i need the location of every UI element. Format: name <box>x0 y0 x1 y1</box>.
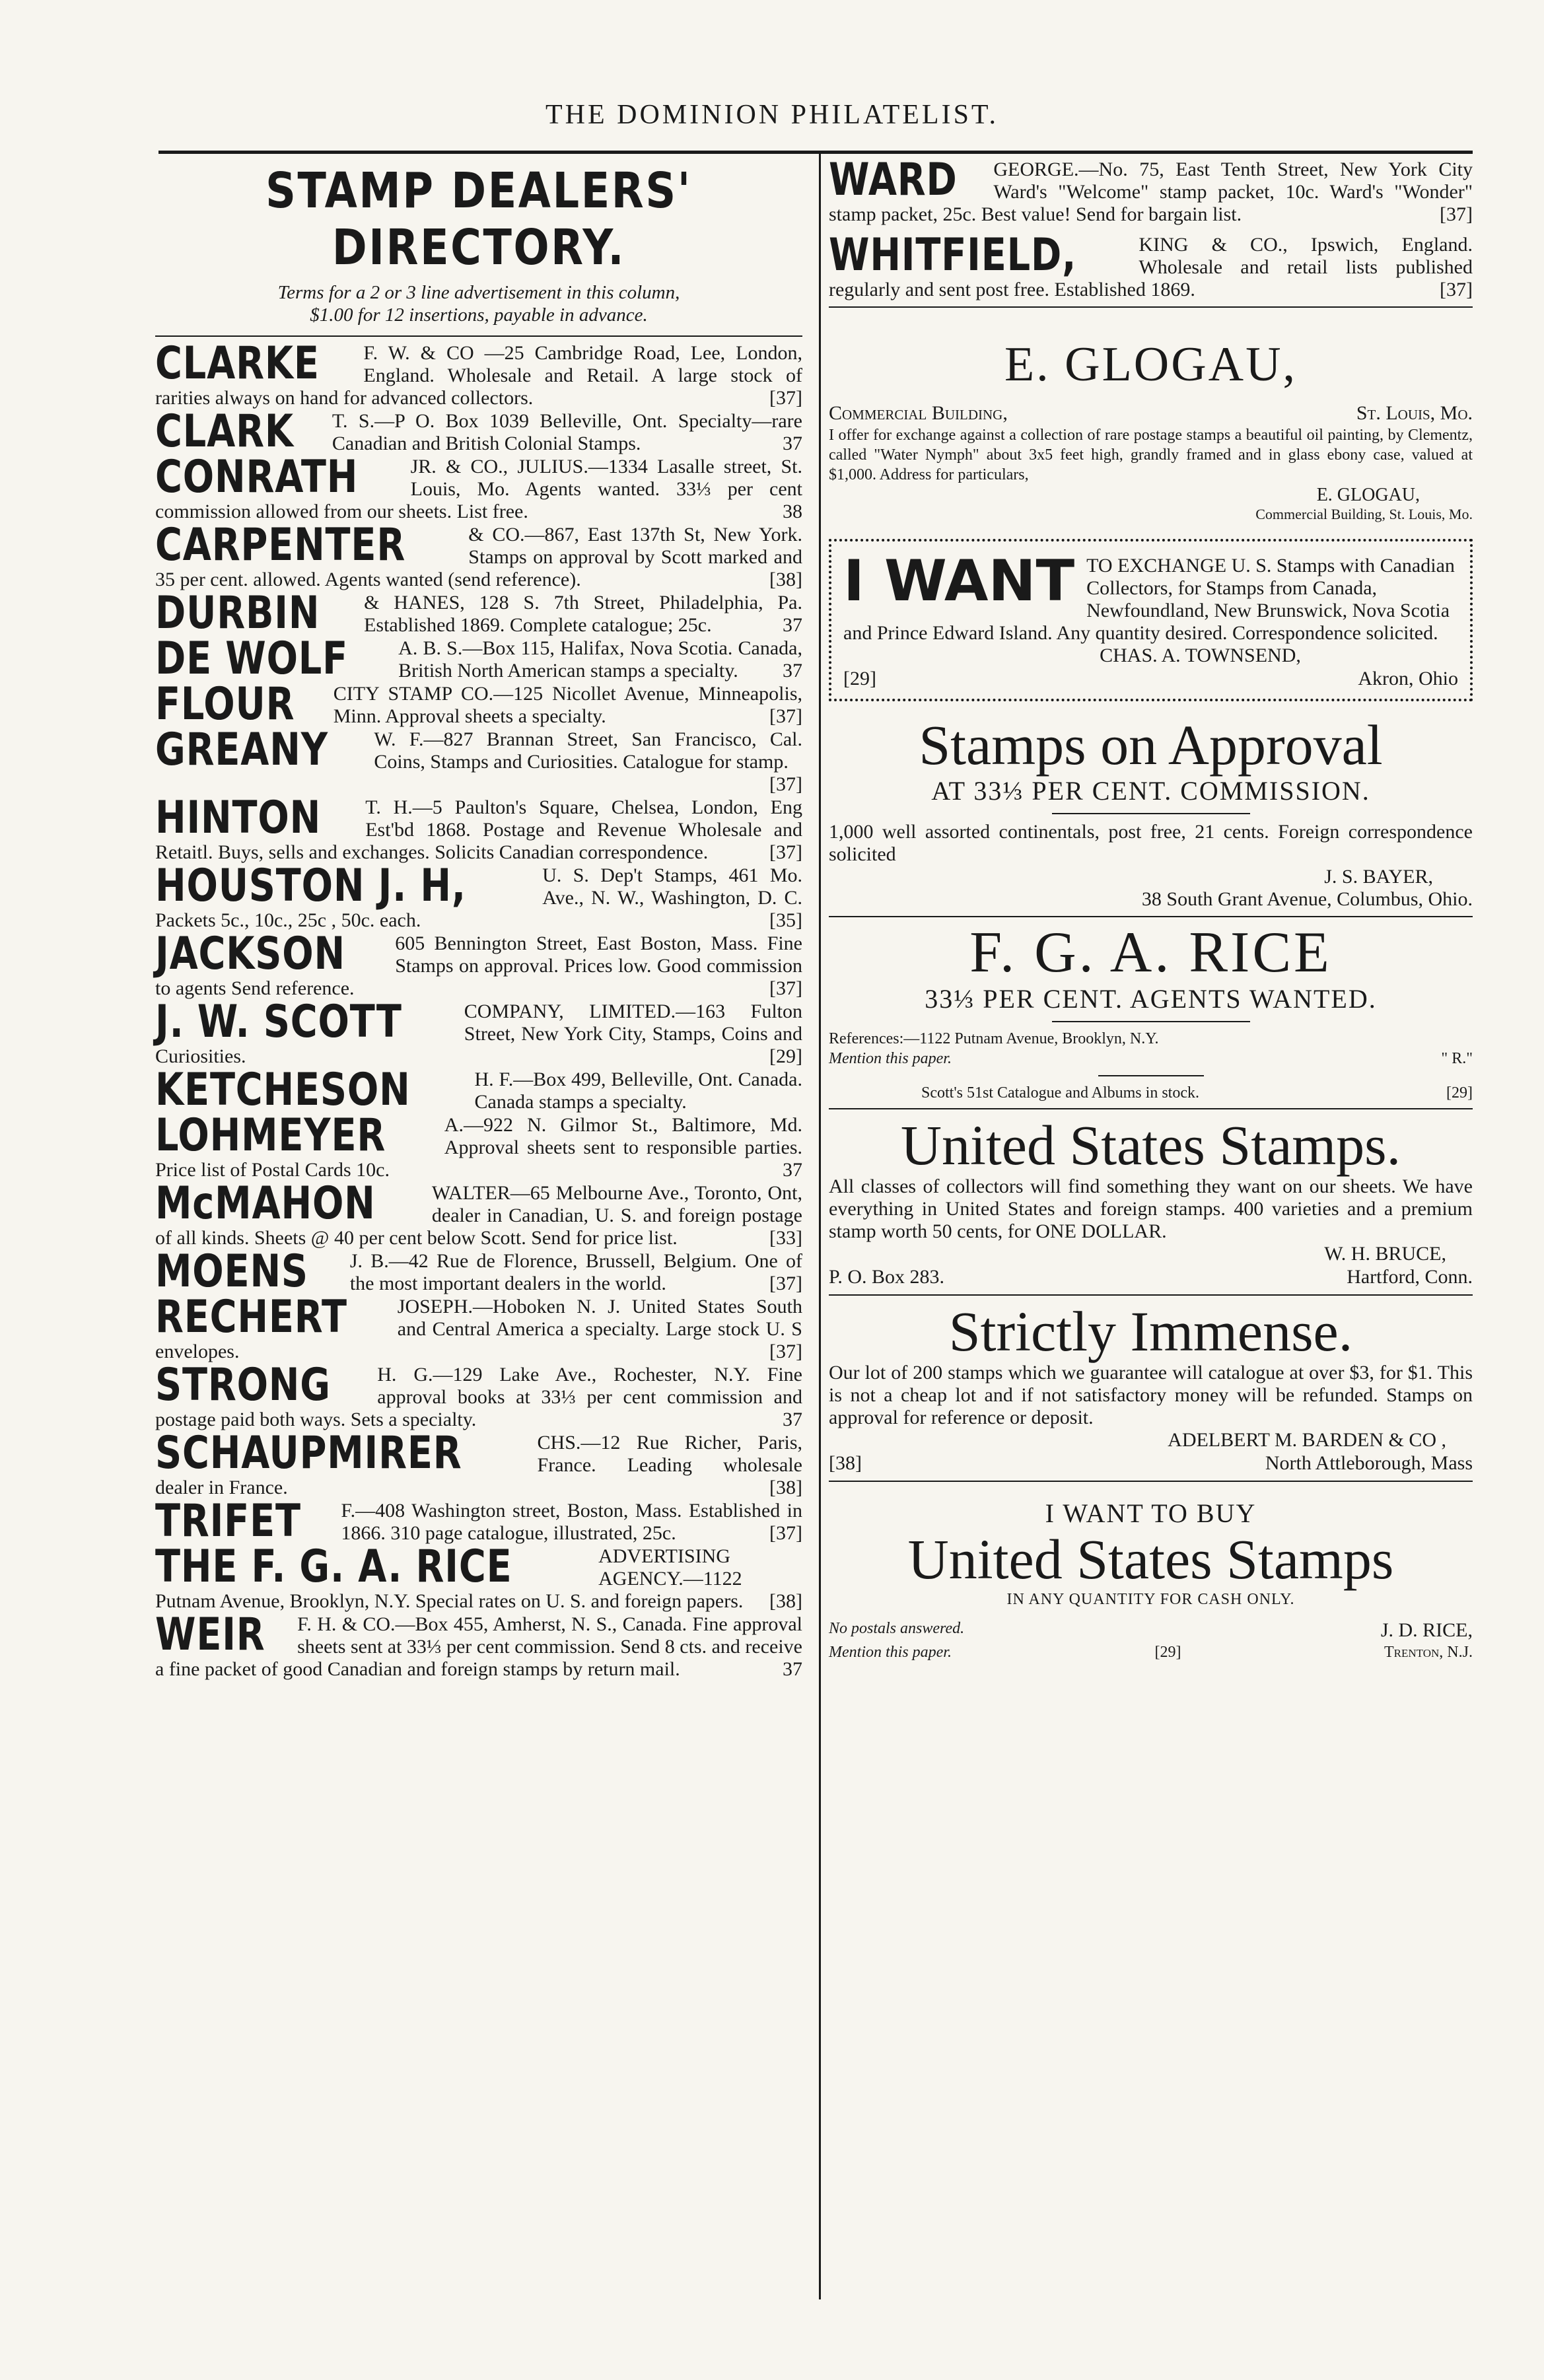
directory-entry <box>155 724 802 796</box>
dealer-ref: [37] <box>769 773 802 795</box>
immense-heading: Strictly Immense. <box>948 1300 1353 1363</box>
dealer-ref: 37 <box>783 614 802 636</box>
rice-scott-note: Scott's 51st Catalogue and Albums in stock. <box>921 1084 1199 1102</box>
directory-entry <box>155 1427 802 1499</box>
dealer-ref: [37] <box>769 1273 802 1294</box>
dealer-text: F.—408 Washington street, Boston, Mass. Established in 1866. 310 page catalogue, illustrated, 25c. <box>341 1500 802 1544</box>
dealer-ref: [37] <box>769 387 802 409</box>
buy-heading: United States Stamps <box>907 1527 1394 1591</box>
header-rule <box>158 151 1473 154</box>
dealer-text: U. S. Dep't Stamps, 461 Mo. Ave., N. W., Washington, D. C. Packets 5c., 10c., 25c , 50c. each. <box>155 864 802 931</box>
dealer-text: W. F.—827 Brannan Street, San Francisco, Cal. Coins, Stamps and Curiosities. Catalogue for stamp. <box>374 728 802 773</box>
dealer-text: A.—922 N. Gilmor St., Baltimore, Md. Approval sheets sent to responsible parties. Price list of Postal Cards 10c. <box>155 1114 802 1181</box>
listing-text: GEORGE.—No. 75, East Tenth Street, New York City Ward's "Welcome" stamp packet, 10c. Ward's "Wonder" stamp packet, 25c. Best value! Send for bargain list. <box>829 158 1473 225</box>
dealer-name: HOUSTON J. H, <box>155 860 466 912</box>
dealer-name: DE WOLF <box>155 633 349 685</box>
rice-mention: Mention this paper. <box>829 1050 952 1067</box>
divider <box>829 1481 1473 1482</box>
approval-subheading: AT 33⅓ PER CENT. COMMISSION. <box>931 776 1370 806</box>
listing-ref: [37] <box>1440 279 1473 300</box>
dealer-text: CHS.—12 Rue Richer, Paris, France. Leading wholesale dealer in France. <box>155 1432 802 1498</box>
directory-entry <box>155 792 802 864</box>
dealer-ref: 38 <box>783 501 802 522</box>
dealer-text: & CO.—867, East 137th St, New York. Stamps on approval by Scott marked and 35 per cent. allowed. Agents wanted (send reference). <box>155 524 802 590</box>
glogau-ad <box>829 334 1473 523</box>
dealer-name: RECHERT <box>155 1291 347 1343</box>
glogau-subline <box>829 402 1473 425</box>
listing-name: WARD <box>829 154 958 206</box>
immense-ad <box>829 1301 1473 1475</box>
dealer-name: DURBIN <box>155 587 320 639</box>
dealer-text: F. W. & CO —25 Cambridge Road, Lee, London, England. Wholesale and Retail. A large stock of rarities always on hand for advanced collectors. <box>155 342 802 409</box>
us-stamps-ad <box>829 1115 1473 1289</box>
divider <box>1098 1075 1204 1076</box>
rice-quote: " R." <box>1441 1050 1473 1067</box>
dealer-text: JR. & CO., JULIUS.—1334 Lasalle street, St. Louis, Mo. Agents wanted. 33⅓ per cent commission allowed from our sheets. List free. <box>155 456 802 522</box>
dealer-name: GREANY <box>155 724 328 776</box>
dealer-text: T. S.—P O. Box 1039 Belleville, Ont. Specialty—rare Canadian and British Colonial Stamps. <box>332 410 802 454</box>
dealer-name: CONRATH <box>155 451 359 503</box>
us-stamps-heading: United States Stamps. <box>900 1113 1401 1177</box>
dealer-ref: [38] <box>769 569 802 590</box>
dealer-text: WALTER—65 Melbourne Ave., Toronto, Ont, dealer in Canadian, U. S. and foreign postage of all kinds. Sheets @ 40 per cent below Scott. Send for price list. <box>155 1182 802 1249</box>
dealer-ref: [29] <box>769 1045 802 1067</box>
dealer-name: CARPENTER <box>155 519 406 571</box>
divider <box>829 1108 1473 1109</box>
divider <box>829 916 1473 917</box>
rice-ref: [29] <box>1446 1084 1473 1102</box>
buy-row-2 <box>829 1642 1473 1662</box>
directory-entry <box>155 1495 802 1547</box>
divider <box>1052 813 1250 814</box>
glogau-address: Commercial Building, St. Louis, Mo. <box>1255 506 1473 522</box>
dealer-name: JACKSON <box>155 928 345 980</box>
buy-row-1 <box>829 1619 1473 1642</box>
buy-name: J. D. RICE, <box>1380 1619 1473 1641</box>
dealer-ref: 37 <box>783 1658 802 1680</box>
approval-address: 38 South Grant Avenue, Columbus, Ohio. <box>1141 888 1473 910</box>
dealer-name: THE F. G. A. RICE <box>155 1541 512 1593</box>
us-stamps-box: P. O. Box 283. <box>829 1266 945 1288</box>
buy-ref: [29] <box>1154 1644 1181 1661</box>
dealer-ref: [37] <box>769 705 802 727</box>
ward-listing <box>829 154 1473 226</box>
directory-entry <box>155 519 802 591</box>
rice-subheading: 33⅓ PER CENT. AGENTS WANTED. <box>925 984 1377 1014</box>
rice-ad <box>829 923 1473 1103</box>
buy-line-3: IN ANY QUANTITY FOR CASH ONLY. <box>1006 1591 1295 1608</box>
dealer-name: HINTON <box>155 792 322 844</box>
glogau-heading: E. GLOGAU, <box>1004 337 1298 392</box>
immense-city: North Attleborough, Mass <box>1265 1452 1473 1474</box>
want-footer <box>843 667 1458 691</box>
dealer-text: A. B. S.—Box 115, Halifax, Nova Scotia. Canada, British North American stamps a specialty. <box>398 637 802 682</box>
dealer-ref: [33] <box>769 1227 802 1249</box>
dealer-name: J. W. SCOTT <box>155 996 402 1048</box>
approval-signature: J. S. BAYER, <box>1324 866 1433 888</box>
dealer-name: MOENS <box>155 1245 308 1298</box>
dealer-name: TRIFET <box>155 1495 301 1547</box>
directory-entry <box>155 860 802 932</box>
listing-ref: [37] <box>1440 203 1473 225</box>
rice-references: References:—1122 Putnam Avenue, Brooklyn, N.Y. <box>829 1030 1159 1047</box>
directory-entry <box>155 1064 802 1116</box>
terms-line-1: Terms for a 2 or 3 line advertisement in this column, <box>277 282 680 303</box>
buy-mention: Mention this paper. <box>829 1644 952 1661</box>
want-city: Akron, Ohio <box>1358 668 1458 689</box>
listing-text: KING & CO., Ipswich, England. Wholesale and retail lists published regularly and sent post free. Established 1869. <box>829 234 1473 300</box>
want-exchange-box <box>829 539 1473 701</box>
glogau-body: I offer for exchange against a collection of rare postage stamps a beautiful oil painting, by Clementz, called "Water Nymph" about 3x5 feet high, grandly framed and in glass ebony case, valued at $1,000. Address for particulars, <box>829 427 1473 483</box>
dealer-ref: 37 <box>783 660 802 682</box>
us-stamps-body: All classes of collectors will find something they want on our sheets. We have everything in United States and foreign stamps. 400 varieties and a premium stamp worth 50 cents, for ONE DOLLAR. <box>829 1175 1473 1242</box>
dealer-ref: 37 <box>783 433 802 454</box>
dealer-text: J. B.—42 Rue de Florence, Brussell, Belgium. One of the most important dealers in the world. <box>349 1250 802 1294</box>
dealer-ref: 37 <box>783 1409 802 1430</box>
dealer-text: H. G.—129 Lake Ave., Rochester, N.Y. Fine approval books at 33⅓ per cent commission and postage paid both ways. Sets a specialty. <box>155 1364 802 1430</box>
divider <box>155 335 802 337</box>
dealer-ref: [38] <box>769 1590 802 1612</box>
dealer-name: CLARKE <box>155 337 320 390</box>
buy-line-1: I WANT TO BUY <box>1045 1498 1257 1528</box>
whitfield-listing <box>829 229 1473 301</box>
immense-ref: [38] <box>829 1452 862 1474</box>
divider <box>829 306 1473 308</box>
dealer-text: & HANES, 128 S. 7th Street, Philadelphia, Pa. Established 1869. Complete catalogue; 25c. <box>364 592 802 636</box>
dealer-ref: [37] <box>769 977 802 999</box>
dealer-name: CLARK <box>155 405 294 458</box>
dealer-ref: [38] <box>769 1477 802 1498</box>
ads-column <box>829 154 1473 1662</box>
us-stamps-signature: W. H. BRUCE, <box>1324 1243 1446 1265</box>
listing-name: WHITFIELD, <box>829 229 1077 281</box>
dealer-name: McMAHON <box>155 1177 376 1230</box>
want-ref: [29] <box>843 668 876 689</box>
immense-footer <box>829 1452 1473 1475</box>
dealer-name: LOHMEYER <box>155 1109 386 1162</box>
buy-city: Trenton, N.J. <box>1384 1644 1473 1661</box>
dealer-ref: 37 <box>783 1159 802 1181</box>
terms-line-2: $1.00 for 12 insertions, payable in advance. <box>310 304 648 326</box>
dealer-text: H. F.—Box 499, Belleville, Ont. Canada. Canada stamps a specialty. <box>474 1068 802 1113</box>
immense-body: Our lot of 200 stamps which we guarantee will catalogue at over $3, for $1. This is not a cheap lot and if not satisfactory money will be refunded. Stamps on approval for reference or deposit. <box>829 1362 1473 1428</box>
us-stamps-city: Hartford, Conn. <box>1347 1266 1473 1288</box>
directory-entry <box>155 996 802 1068</box>
want-name: CHAS. A. TOWNSEND, <box>1100 645 1301 666</box>
directory-entry <box>155 587 802 639</box>
dealer-name: WEIR <box>155 1609 265 1661</box>
dealer-ref: [37] <box>769 841 802 863</box>
divider <box>829 1294 1473 1296</box>
dealer-ref: [37] <box>769 1341 802 1362</box>
glogau-city: St. Louis, Mo. <box>1356 402 1473 424</box>
dealer-name: SCHAUPMIRER <box>155 1427 462 1479</box>
dealer-name: FLOUR <box>155 678 295 730</box>
directory-entry <box>155 1245 802 1298</box>
buy-postals: No postals answered. <box>829 1620 965 1637</box>
directory-entry <box>155 405 802 458</box>
directory-entry <box>155 337 802 409</box>
dealer-ref: [35] <box>769 909 802 931</box>
rice-heading: F. G. A. RICE <box>969 921 1332 985</box>
directory-entry <box>155 1541 802 1613</box>
directory-terms <box>155 281 802 326</box>
approval-body: 1,000 well assorted continentals, post free, 21 cents. Foreign correspondence solicited <box>829 821 1473 865</box>
want-heading: I WANT <box>843 548 1075 614</box>
running-head: THE DOMINION PHILATELIST. <box>545 100 999 130</box>
directory-title: STAMP DEALERS' DIRECTORY. <box>265 162 692 276</box>
buy-ad <box>829 1498 1473 1662</box>
dealer-text: F. H. & CO.—Box 455, Amherst, N. S., Canada. Fine approval sheets sent at 33⅓ per cent commission. Send 8 cts. and receive a fine packet of good Canadian and foreign stamps by return mail. <box>155 1613 802 1680</box>
directory-entry <box>155 1359 802 1431</box>
dealer-text: CITY STAMP CO.—125 Nicollet Avenue, Minneapolis, Minn. Approval sheets a specialty. <box>333 683 802 727</box>
dealer-text: ADVERTISING AGENCY.—1122 Putnam Avenue, Brooklyn, N.Y. Special rates on U. S. and foreign papers. <box>155 1545 744 1612</box>
directory-entry <box>155 633 802 685</box>
directory-entry <box>155 678 802 730</box>
directory-entries <box>155 337 802 1681</box>
approval-ad <box>829 715 1473 911</box>
dealer-ref: [37] <box>769 1522 802 1544</box>
glogau-building: Commercial Building, <box>829 402 1008 424</box>
dealer-name: STRONG <box>155 1359 331 1411</box>
directory-entry <box>155 1291 802 1363</box>
rice-mention-row <box>829 1049 1473 1068</box>
dealer-text: JOSEPH.—Hoboken N. J. United States South and Central America a specialty. Large stock U. S envelopes. <box>155 1296 802 1362</box>
directory-entry <box>155 928 802 1000</box>
glogau-signature: E. GLOGAU, <box>1316 485 1420 505</box>
column-rule <box>819 153 821 2299</box>
approval-heading: Stamps on Approval <box>919 713 1383 777</box>
directory-column <box>155 158 802 1681</box>
want-text: TO EXCHANGE U. S. Stamps with Canadian Collectors, for Stamps from Canada, Newfoundland, New Brunswick, Nova Scotia and Prince Edward Island. Any quantity desired. Correspondence solicited. <box>843 555 1455 644</box>
dealer-text: 605 Bennington Street, East Boston, Mass. Fine Stamps on approval. Prices low. Good commission to agents Send reference. <box>155 932 802 999</box>
directory-entry <box>155 1109 802 1181</box>
us-stamps-footer <box>829 1265 1473 1289</box>
dealer-text: COMPANY, LIMITED.—163 Fulton Street, New York City, Stamps, Coins and Curiosities. <box>155 1000 802 1067</box>
immense-signature: ADELBERT M. BARDEN & CO , <box>1168 1429 1446 1451</box>
dealer-text: T. H.—5 Paulton's Square, Chelsea, London, Eng Est'bd 1868. Postage and Revenue Wholesale and Retaitl. Buys, sells and exchanges. Solicits Canadian correspondence. <box>155 796 802 863</box>
directory-entry <box>155 1609 802 1681</box>
divider <box>1052 1021 1250 1022</box>
directory-entry <box>155 451 802 523</box>
directory-entry <box>155 1177 802 1249</box>
rice-scott-row <box>829 1083 1473 1103</box>
dealer-name: KETCHESON <box>155 1064 411 1116</box>
